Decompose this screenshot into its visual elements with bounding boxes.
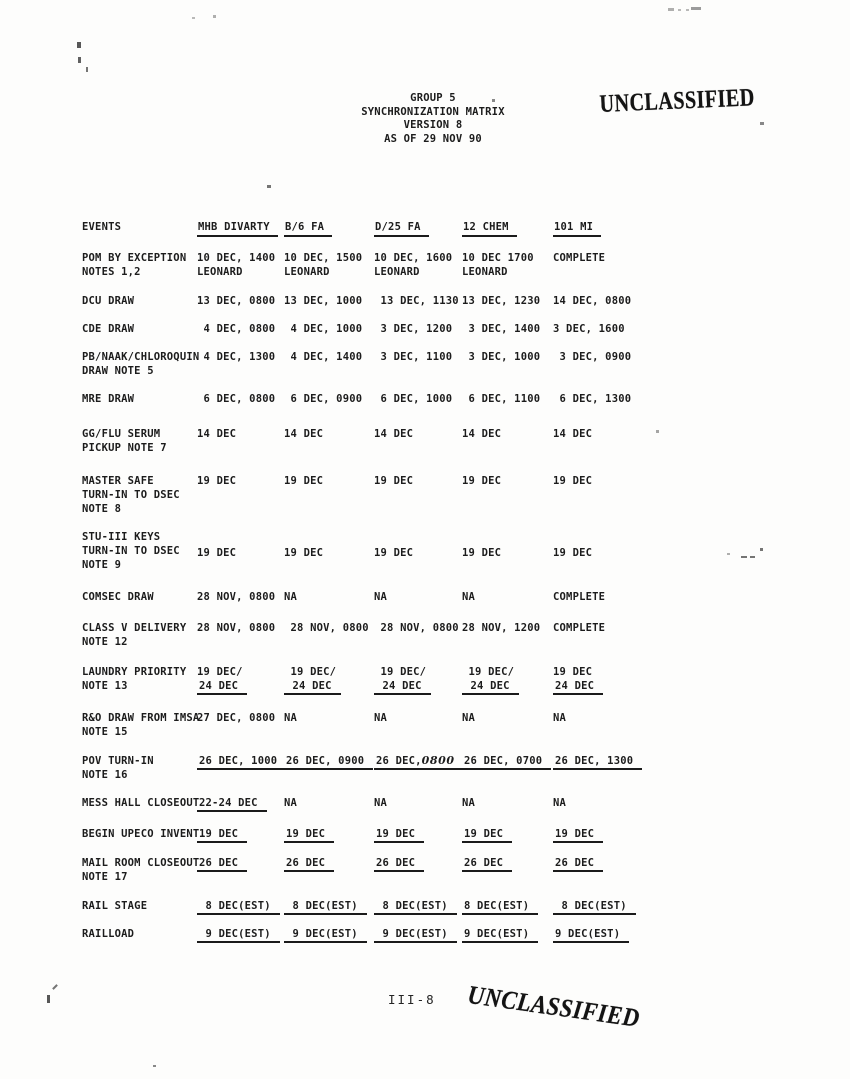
scan-speck: [77, 42, 81, 48]
underlined-value: 26 DEC: [197, 857, 247, 872]
table-cell: 19 DEC/: [197, 666, 243, 678]
table-cell: 3 DEC, 1400: [462, 323, 541, 335]
underlined-value: 19 DEC: [462, 828, 512, 843]
table-cell: [374, 927, 457, 941]
row-label: PICKUP NOTE 7: [82, 442, 167, 454]
document-title: [337, 92, 529, 146]
underlined-value: 19 DEC: [197, 828, 247, 843]
table-cell: NA: [553, 712, 567, 724]
unclassified-stamp-top: UNCLASSIFIED: [599, 84, 756, 119]
scan-speck: [192, 17, 195, 19]
column-header-label: 101 MI: [553, 221, 601, 237]
column-header-label: B/6 FA: [284, 221, 332, 237]
scan-speck: [86, 67, 88, 72]
scan-speck: [267, 185, 271, 188]
table-cell: LEONARD: [462, 266, 508, 278]
column-header-label: 12 CHEM: [462, 221, 517, 237]
scan-speck: [47, 995, 50, 1003]
table-cell: [284, 827, 334, 841]
underlined-value: 26 DEC, 1300: [553, 755, 642, 770]
row-label: STU-III KEYS: [82, 531, 161, 543]
table-cell: 6 DEC, 0800: [197, 393, 276, 405]
underlined-value: 24 DEC: [462, 680, 519, 695]
table-cell: NA: [462, 591, 476, 603]
row-label: NOTE 13: [82, 680, 128, 692]
table-cell: [374, 754, 464, 768]
table-cell: 3 DEC, 1100: [374, 351, 453, 363]
row-label: BEGIN UPECO INVENT.: [82, 828, 206, 840]
row-label: TURN-IN TO DSEC: [82, 545, 180, 557]
title-group: GROUP 5: [410, 92, 456, 104]
underlined-value: 24 DEC: [553, 680, 603, 695]
table-cell: NA: [553, 797, 567, 809]
underlined-value: 26 DEC, 0700: [462, 755, 551, 770]
table-cell: [553, 856, 603, 870]
row-label: MASTER SAFE: [82, 475, 154, 487]
table-cell: 14 DEC: [284, 428, 324, 440]
row-label: MAIL ROOM CLOSEOUT: [82, 857, 200, 869]
table-cell: COMPLETE: [553, 622, 606, 634]
table-cell: 19 DEC: [284, 547, 324, 559]
row-label: MESS HALL CLOSEOUT: [82, 797, 200, 809]
table-cell: [374, 856, 424, 870]
underlined-value: 26 DEC: [374, 857, 424, 872]
table-cell: [197, 927, 280, 941]
table-cell: [284, 899, 367, 913]
table-cell: 19 DEC: [462, 547, 502, 559]
underlined-value: 26 DEC,0800: [374, 755, 464, 770]
table-cell: 19 DEC/: [284, 666, 337, 678]
table-cell: 19 DEC: [553, 666, 593, 678]
table-cell: [462, 856, 512, 870]
unclassified-stamp-bottom: UNCLASSIFIED: [465, 980, 642, 1033]
table-cell: [197, 679, 247, 693]
scan-speck: [656, 430, 659, 433]
table-cell: 6 DEC, 1000: [374, 393, 453, 405]
table-cell: NA: [462, 712, 476, 724]
column-header: [553, 220, 601, 234]
table-cell: COMPLETE: [553, 591, 606, 603]
table-cell: 19 DEC: [553, 547, 593, 559]
table-cell: 6 DEC, 1100: [462, 393, 541, 405]
table-cell: 19 DEC: [197, 475, 237, 487]
table-cell: 19 DEC: [374, 547, 414, 559]
underlined-value: 24 DEC: [374, 680, 431, 695]
table-cell: 19 DEC: [553, 475, 593, 487]
title-version: VERSION 8: [403, 119, 463, 131]
underlined-value: 8 DEC(EST): [553, 900, 636, 915]
table-cell: 19 DEC/: [462, 666, 515, 678]
table-cell: [374, 827, 424, 841]
underlined-value: 26 DEC, 1000: [197, 755, 286, 770]
underlined-value: 19 DEC: [284, 828, 334, 843]
table-cell: 13 DEC, 1000: [284, 295, 363, 307]
row-label: R&O DRAW FROM IMSA: [82, 712, 200, 724]
column-header: [462, 220, 517, 234]
row-label: NOTE 15: [82, 726, 128, 738]
table-cell: 19 DEC: [462, 475, 502, 487]
table-cell: 3 DEC, 0900: [553, 351, 632, 363]
table-cell: [553, 754, 642, 768]
row-label: PB/NAAK/CHLOROQUIN: [82, 351, 200, 363]
scan-speck: [52, 984, 58, 990]
underlined-value: 8 DEC(EST): [462, 900, 538, 915]
underlined-value: 26 DEC, 0900: [284, 755, 373, 770]
row-label: NOTE 9: [82, 559, 122, 571]
table-cell: [197, 754, 286, 768]
table-cell: [284, 927, 367, 941]
scan-speck: [668, 8, 674, 11]
row-label: NOTE 16: [82, 769, 128, 781]
scan-speck: [492, 99, 495, 102]
table-cell: 28 NOV, 0800: [374, 622, 459, 634]
scan-speck: [691, 7, 701, 10]
table-cell: [462, 899, 538, 913]
scan-speck: [750, 556, 755, 558]
row-label: POM BY EXCEPTION: [82, 252, 187, 264]
row-label: TURN-IN TO DSEC: [82, 489, 180, 501]
row-label: CLASS V DELIVERY: [82, 622, 187, 634]
table-cell: 19 DEC: [374, 475, 414, 487]
scan-speck: [727, 553, 730, 555]
row-label: MRE DRAW: [82, 393, 135, 405]
row-label: NOTES 1,2: [82, 266, 141, 278]
table-cell: 14 DEC: [197, 428, 237, 440]
handwritten-value: 0800: [421, 754, 455, 767]
underlined-value: 8 DEC(EST): [374, 900, 457, 915]
underlined-value: 19 DEC: [553, 828, 603, 843]
table-cell: [284, 856, 334, 870]
table-cell: COMPLETE: [553, 252, 606, 264]
table-cell: 4 DEC, 1000: [284, 323, 363, 335]
table-cell: [553, 679, 603, 693]
table-cell: 10 DEC, 1500: [284, 252, 363, 264]
table-cell: [284, 679, 341, 693]
table-cell: 10 DEC, 1600: [374, 252, 453, 264]
underlined-value: 9 DEC(EST): [553, 928, 629, 943]
underlined-value: 24 DEC: [197, 680, 247, 695]
underlined-value: 9 DEC(EST): [197, 928, 280, 943]
row-label: DRAW NOTE 5: [82, 365, 154, 377]
table-cell: 4 DEC, 1400: [284, 351, 363, 363]
table-cell: [553, 899, 636, 913]
row-label: LAUNDRY PRIORITY: [82, 666, 187, 678]
table-cell: 13 DEC, 1130: [374, 295, 459, 307]
column-header-label: MHB DIVARTY: [197, 221, 278, 237]
table-cell: 28 NOV, 0800: [197, 591, 276, 603]
table-cell: NA: [462, 797, 476, 809]
table-cell: 19 DEC: [197, 547, 237, 559]
table-cell: 28 NOV, 0800: [284, 622, 369, 634]
table-cell: 13 DEC, 1230: [462, 295, 541, 307]
table-cell: 4 DEC, 1300: [197, 351, 276, 363]
row-label: GG/FLU SERUM: [82, 428, 161, 440]
table-cell: 14 DEC: [374, 428, 414, 440]
table-cell: [462, 754, 551, 768]
scan-speck: [686, 9, 689, 11]
table-cell: [197, 827, 247, 841]
table-cell: 28 NOV, 0800: [197, 622, 276, 634]
table-cell: 13 DEC, 0800: [197, 295, 276, 307]
underlined-value: 24 DEC: [284, 680, 341, 695]
underlined-value: 9 DEC(EST): [374, 928, 457, 943]
table-cell: [197, 796, 267, 810]
table-cell: [197, 856, 247, 870]
column-header: [197, 220, 278, 234]
underlined-value: 26 DEC: [553, 857, 603, 872]
underlined-value: 22-24 DEC: [197, 797, 267, 812]
table-cell: [462, 927, 538, 941]
row-label: DCU DRAW: [82, 295, 135, 307]
table-cell: NA: [284, 591, 298, 603]
page-number: III-8: [388, 992, 436, 1007]
table-cell: [197, 899, 280, 913]
title-matrix: SYNCHRONIZATION MATRIX: [361, 105, 505, 118]
table-cell: NA: [374, 712, 388, 724]
row-label: RAIL STAGE: [82, 900, 148, 912]
table-cell: 4 DEC, 0800: [197, 323, 276, 335]
table-cell: 3 DEC, 1200: [374, 323, 453, 335]
table-cell: 10 DEC, 1400: [197, 252, 276, 264]
table-cell: 14 DEC: [553, 428, 593, 440]
column-header: [284, 220, 332, 234]
underlined-value: 9 DEC(EST): [284, 928, 367, 943]
underlined-value: 8 DEC(EST): [197, 900, 280, 915]
underlined-value: 19 DEC: [374, 828, 424, 843]
underlined-value: 8 DEC(EST): [284, 900, 367, 915]
table-cell: [284, 754, 373, 768]
table-cell: 27 DEC, 0800: [197, 712, 276, 724]
scan-speck: [153, 1065, 156, 1067]
scan-speck: [678, 9, 681, 11]
table-cell: [374, 899, 457, 913]
column-header: EVENTS: [82, 221, 122, 233]
table-cell: 28 NOV, 1200: [462, 622, 541, 634]
underlined-value: 26 DEC: [284, 857, 334, 872]
title-asof: AS OF 29 NOV 90: [384, 132, 482, 145]
column-header-label: D/25 FA: [374, 221, 429, 237]
table-cell: [462, 679, 519, 693]
table-cell: [462, 827, 512, 841]
underlined-value: 9 DEC(EST): [462, 928, 538, 943]
table-cell: [374, 679, 431, 693]
underlined-value: 26 DEC: [462, 857, 512, 872]
table-cell: LEONARD: [197, 266, 243, 278]
row-label: NOTE 8: [82, 503, 122, 515]
table-cell: 6 DEC, 0900: [284, 393, 363, 405]
row-label: RAILLOAD: [82, 928, 135, 940]
table-cell: NA: [284, 797, 298, 809]
table-cell: [553, 827, 603, 841]
table-cell: [553, 927, 629, 941]
table-cell: LEONARD: [284, 266, 330, 278]
row-label: COMSEC DRAW: [82, 591, 154, 603]
scan-speck: [213, 15, 216, 18]
scan-speck: [760, 122, 764, 125]
scan-speck: [760, 548, 763, 551]
table-cell: 14 DEC, 0800: [553, 295, 632, 307]
table-cell: 19 DEC/: [374, 666, 427, 678]
table-cell: 14 DEC: [462, 428, 502, 440]
row-label: NOTE 17: [82, 871, 128, 883]
table-cell: NA: [374, 797, 388, 809]
table-cell: LEONARD: [374, 266, 420, 278]
table-cell: 19 DEC: [284, 475, 324, 487]
table-cell: 3 DEC, 1600: [553, 323, 625, 335]
scan-speck: [78, 57, 81, 63]
column-header: [374, 220, 429, 234]
row-label: NOTE 12: [82, 636, 128, 648]
table-cell: NA: [284, 712, 298, 724]
scan-speck: [741, 556, 747, 558]
table-cell: 10 DEC 1700: [462, 252, 534, 264]
table-cell: 6 DEC, 1300: [553, 393, 632, 405]
table-cell: 3 DEC, 1000: [462, 351, 541, 363]
row-label: POV TURN-IN: [82, 755, 154, 767]
table-cell: NA: [374, 591, 388, 603]
row-label: CDE DRAW: [82, 323, 135, 335]
